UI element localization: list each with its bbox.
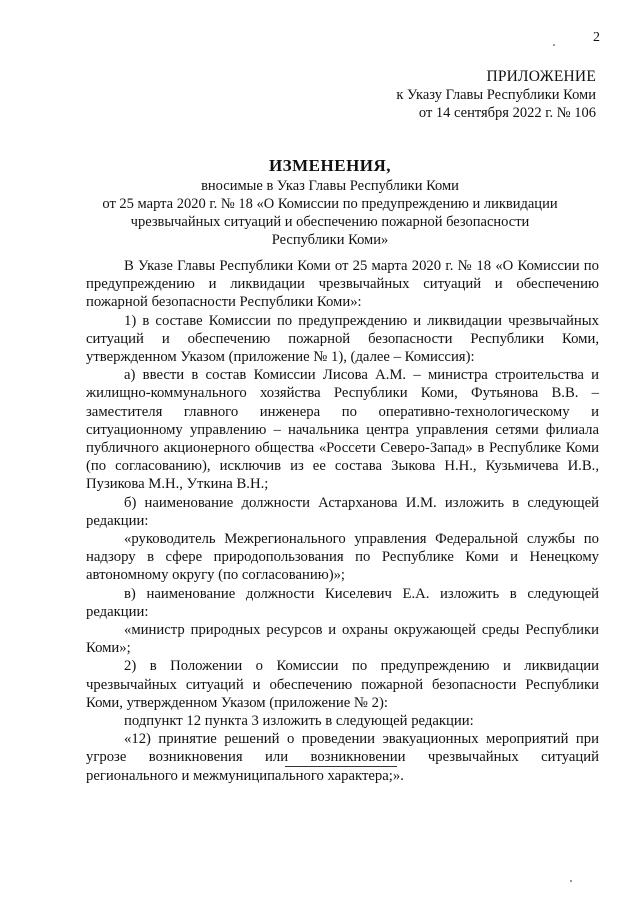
body-text <box>86 257 599 785</box>
title-line: Республики Коми» <box>271 232 389 248</box>
subitem-v-paragraph: в) наименование должности Киселевич Е.А. изложить в следующей редакции: <box>86 585 599 620</box>
item-1-paragraph: 1) в составе Комиссии по предупреждению и ликвидации чрезвычайных ситуаций и обеспечению пожарной безопасности Республики Коми, утвержденном Указом (приложение № 1), (далее – Комиссия): <box>86 312 599 366</box>
item-2-paragraph: 2) в Положении о Комиссии по предупреждению и ликвидации чрезвычайных ситуаций и обеспечению пожарной безопасности Республики Коми, утвержденном Указом (приложение № 2): <box>86 658 599 711</box>
appendix-line: от 14 сентября 2022 г. № 106 <box>418 105 596 121</box>
title-block <box>60 155 600 249</box>
appendix-block <box>396 68 596 122</box>
title-line: вносимые в Указ Главы Республики Коми <box>201 178 459 194</box>
scan-speck <box>553 44 555 46</box>
appendix-line: к Указу Главы Республики Коми <box>396 87 596 103</box>
quote-paragraph: «руководитель Межрегионального управления Федеральной службы по надзору в сфере природопользования по Республике Коми и Ненецкому автономному округу (по согласованию)»; <box>86 531 599 584</box>
title-line: от 25 марта 2020 г. № 18 «О Комиссии по предупреждению и ликвидации <box>102 196 558 212</box>
quote-paragraph: «министр природных ресурсов и охраны окружающей среды Республики Коми»; <box>86 622 599 657</box>
title-line: чрезвычайных ситуаций и обеспечению пожарной безопасности <box>130 214 530 230</box>
end-rule <box>285 766 397 767</box>
quote-paragraph: «12) принятие решений о проведении эвакуационных мероприятий при угрозе возникновения или возникновении чрезвычайных ситуаций регионального и межмуниципального характера;». <box>86 731 599 784</box>
intro-paragraph: В Указе Главы Республики Коми от 25 марта 2020 г. № 18 «О Комиссии по предупреждению и ликвидации чрезвычайных ситуаций и обеспечению пожарной безопасности Республики Коми»: <box>86 258 599 311</box>
subitem-b-paragraph: б) наименование должности Астарханова И.М. изложить в следующей редакции: <box>86 494 599 529</box>
subpoint-paragraph: подпункт 12 пункта 3 изложить в следующей редакции: <box>124 713 474 730</box>
scan-speck <box>570 880 572 882</box>
subitem-a-paragraph: а) ввести в состав Комиссии Лисова А.М. – министра строительства и жилищно-коммунального хозяйства Республики Коми, Футьянова В.В. – заместителя главного инженера по оперативно-технологическому и ситуационному управлению – начальника центра управления сетями филиала публичного акционерного общества «Россети Северо-Запад» в Республике Коми (по согласованию), исключив из ее состава Зыкова Н.Н., Кузьмичева И.В., Пузикова М.Н., Уткина В.Н.; <box>86 367 599 493</box>
page-number: 2 <box>593 30 600 45</box>
appendix-heading: ПРИЛОЖЕНИЕ <box>486 68 596 85</box>
document-heading: ИЗМЕНЕНИЯ, <box>268 156 392 175</box>
